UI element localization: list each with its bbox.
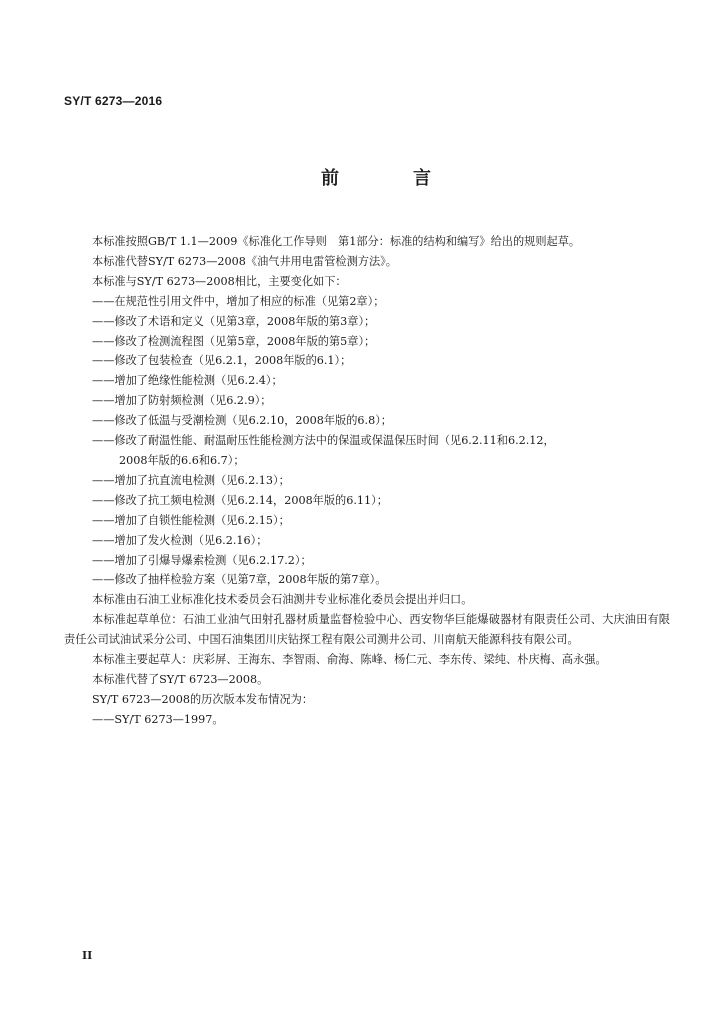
change-item: ——修改了术语和定义（见第3章，2008年版的第3章）；	[92, 314, 376, 328]
change-item: ——增加了抗直流电检测（见6.2.13）；	[92, 473, 290, 487]
change-item: ——增加了引爆导爆索检测（见6.2.17.2）；	[92, 553, 312, 567]
page-title: 前 言	[321, 168, 459, 189]
history-item: ——SY/T 6273—1997。	[92, 712, 224, 726]
paragraph-drafters: 本标准主要起草人：庆彩屏、王海东、李智雨、俞海、陈峰、杨仁元、李东传、梁纯、朴庆梅、高永强。	[92, 653, 607, 667]
change-item: ——增加了自锁性能检测（见6.2.15）；	[92, 513, 290, 527]
change-item: ——增加了发火检测（见6.2.16）；	[92, 533, 268, 547]
change-item: ——修改了抽样检验方案（见第7章，2008年版的第7章）。	[92, 573, 387, 587]
paragraph-proposer: 本标准由石油工业标准化技术委员会石油测井专业标准化委员会提出并归口。	[92, 593, 473, 607]
foreword-body	[64, 232, 670, 730]
standard-number-header: SY/T 6273—2016	[64, 94, 163, 108]
change-item-continuation: 2008年版的6.6和6.7）；	[119, 453, 245, 467]
change-item: ——修改了包装检查（见6.2.1，2008年版的6.1）；	[92, 354, 352, 368]
change-item: ——修改了耐温性能、耐温耐压性能检测方法中的保温或保温保压时间（见6.2.11和6.2.12，	[92, 434, 555, 448]
paragraph-drafting-rules: 本标准按照GB/T 1.1—2009《标准化工作导则 第1部分：标准的结构和编写》给出的规则起草。	[92, 235, 581, 248]
paragraph-changes-intro: 本标准与SY/T 6273—2008相比，主要变化如下：	[92, 274, 347, 288]
paragraph-history-intro: SY/T 6723—2008的历次版本发布情况为：	[92, 692, 314, 706]
change-item: ——修改了抗工频电检测（见6.2.14，2008年版的6.11）；	[92, 493, 388, 507]
paragraph-replaced-standard: 本标准代替了SY/T 6723—2008。	[92, 672, 269, 686]
change-item: ——修改了检测流程图（见第5章，2008年版的第5章）；	[92, 334, 376, 348]
paragraph-drafting-units: 本标准起草单位：石油工业油气田射孔器材质量监督检验中心、西安物华巨能爆破器材有限责任公司、大庆油田有限责任公司试油试采分公司、中国石油集团川庆钻探工程有限公司测井公司、川南航天能源科技有限公司。	[64, 613, 670, 647]
change-item: ——在规范性引用文件中，增加了相应的标准（见第2章）；	[92, 294, 385, 308]
change-item: ——增加了绝缘性能检测（见6.2.4）；	[92, 374, 283, 388]
change-item: ——增加了防射频检测（见6.2.9）；	[92, 394, 272, 408]
change-item: ——修改了低温与受潮检测（见6.2.10，2008年版的6.8）；	[92, 414, 392, 428]
paragraph-replaces: 本标准代替SY/T 6273—2008《油气井用电雷管检测方法》。	[92, 254, 397, 268]
page-number: II	[82, 949, 93, 962]
